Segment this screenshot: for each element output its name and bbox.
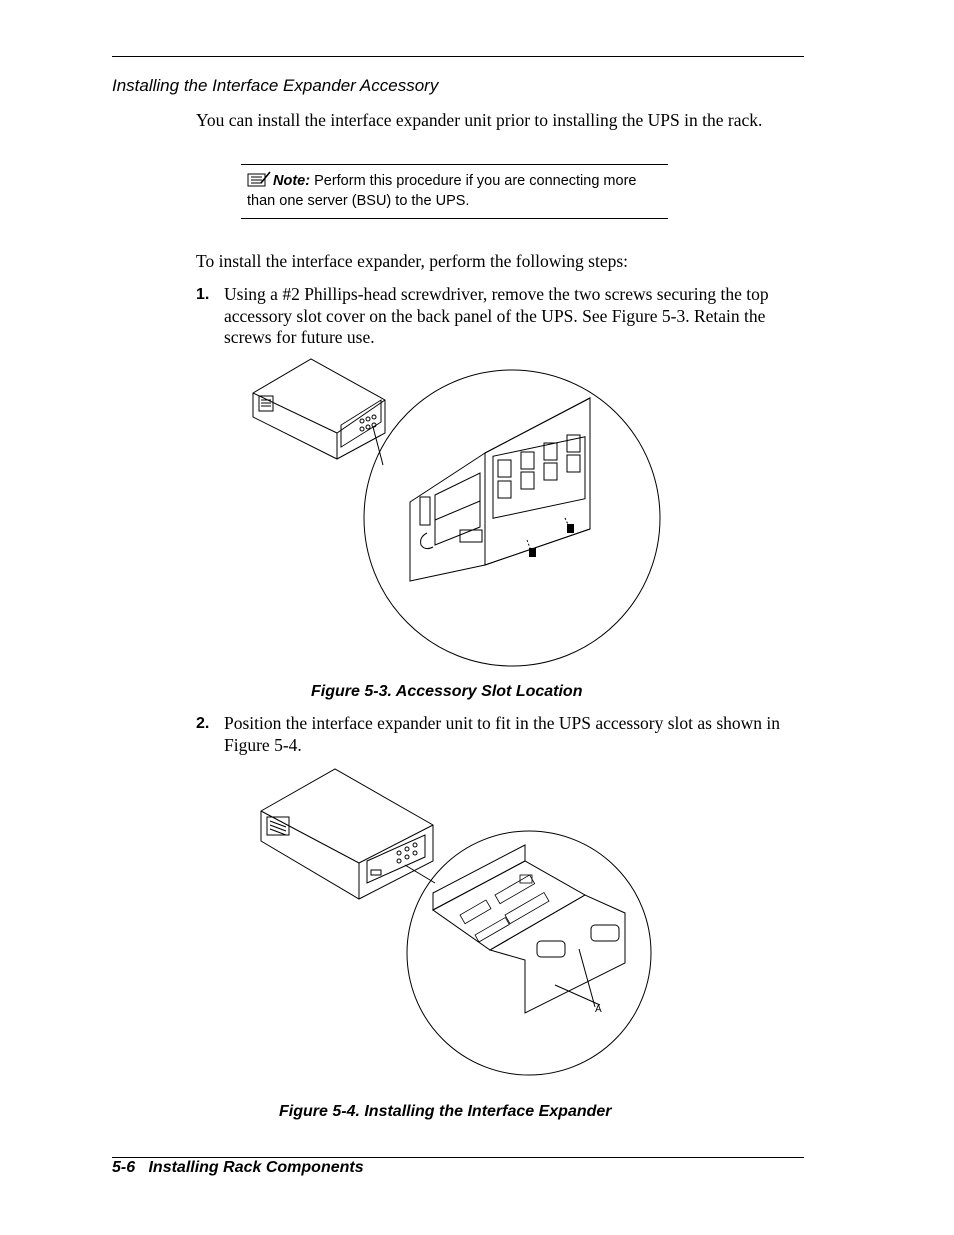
note-label: Note: (273, 173, 311, 189)
figure-5-3-illustration (245, 355, 665, 670)
steps-intro: To install the interface expander, perform the following steps: (196, 251, 629, 271)
note-icon (247, 171, 271, 192)
footer-section-title: Installing Rack Components (148, 1159, 364, 1176)
figure-5-3-caption: Figure 5-3. Accessory Slot Location (311, 683, 583, 700)
figure-5-4-caption: Figure 5-4. Installing the Interface Expander (279, 1103, 612, 1120)
figure-5-4-illustration (255, 765, 665, 1090)
header-rule (112, 56, 804, 57)
page-footer (112, 1159, 364, 1177)
step-1-text: Using a #2 Phillips-head screwdriver, remove the two screws securing the top accessory slot cover on the back panel of the UPS. See Figure 5-3. Retain the screws for future use. (224, 284, 769, 347)
footer-rule (112, 1157, 804, 1158)
step-2-number: 2. (196, 715, 210, 732)
step-2-text: Position the interface expander unit to fit in the UPS accessory slot as shown in Figure 5-4. (224, 713, 781, 755)
step-1-number: 1. (196, 286, 210, 303)
intro-paragraph: You can install the interface expander unit prior to installing the UPS in the rack. (196, 110, 763, 130)
section-heading: Installing the Interface Expander Accessory (112, 76, 439, 95)
note-box (241, 164, 668, 219)
footer-page-number: 5-6 (112, 1159, 136, 1176)
note-text: Perform this procedure if you are connecting more than one server (BSU) to the UPS. (247, 173, 637, 209)
callout-a-label: A (595, 1004, 602, 1015)
